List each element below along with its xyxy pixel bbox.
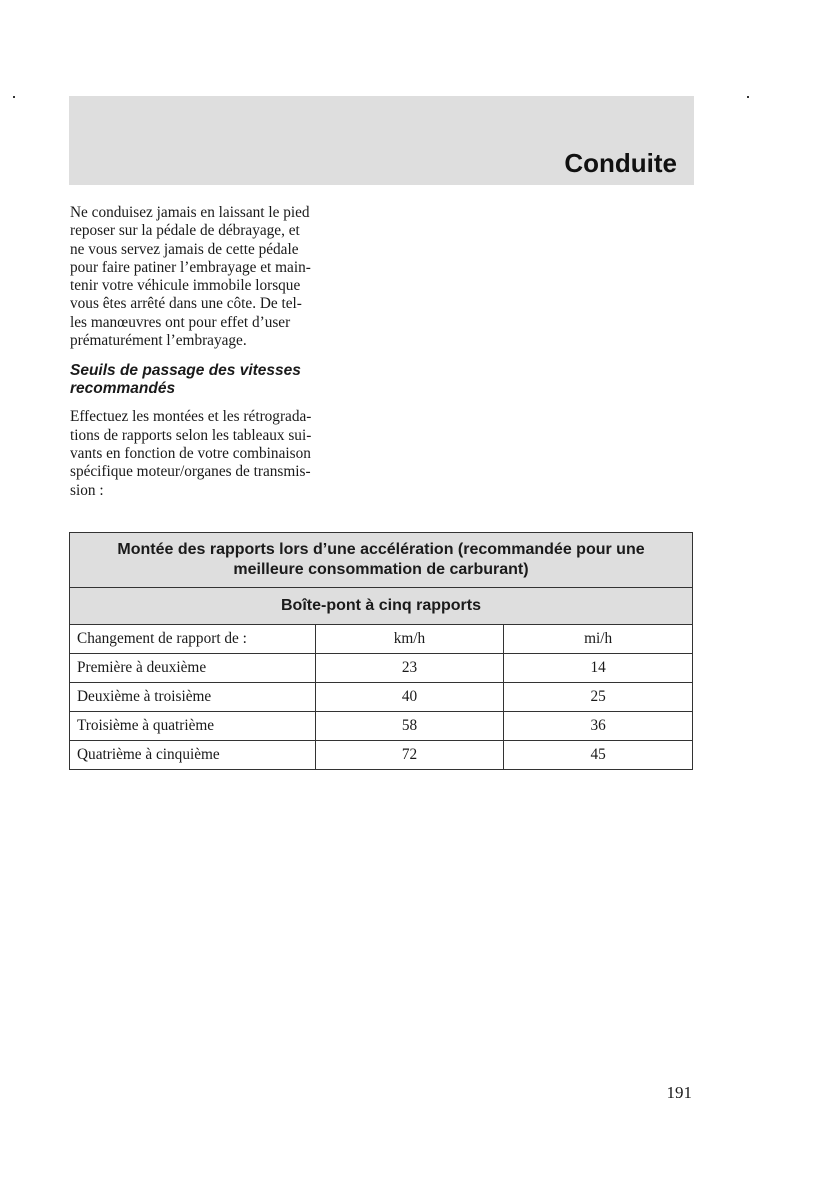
kmh-value: 58	[315, 712, 504, 741]
kmh-value: 23	[315, 654, 504, 683]
shift-label: Deuxième à troisième	[70, 683, 316, 712]
table-row	[70, 712, 693, 741]
column-header-shift: Changement de rapport de :	[70, 625, 316, 654]
table-row	[70, 741, 693, 770]
intro-paragraph: Ne conduisez jamais en laissant le pied reposer sur la pédale de débrayage, et ne vous servez jamais de cette pédale pour faire patiner l’embrayage et main- tenir votre véhicule immobile lorsque vous êtes arrêté dans une côte. De tel- les manœuvres ont pour effet d’user prématurément l’embrayage.	[70, 204, 311, 350]
table-row	[70, 654, 693, 683]
mph-value: 36	[504, 712, 693, 741]
column-header-mph: mi/h	[504, 625, 693, 654]
shift-label: Troisième à quatrième	[70, 712, 316, 741]
chapter-title: Conduite	[564, 148, 677, 178]
mph-value: 14	[504, 654, 693, 683]
chapter-header	[69, 96, 694, 185]
page-number: 191	[666, 1083, 692, 1102]
kmh-value: 40	[315, 683, 504, 712]
column-header-kmh: km/h	[315, 625, 504, 654]
gear-shift-table	[69, 532, 693, 770]
body-column	[70, 204, 370, 500]
shift-label: Première à deuxième	[70, 654, 316, 683]
kmh-value: 72	[315, 741, 504, 770]
mph-value: 45	[504, 741, 693, 770]
table-caption: Montée des rapports lors d’une accélération (recommandée pour une meilleure consommation de carburant)	[70, 533, 693, 588]
table-subcaption: Boîte-pont à cinq rapports	[70, 588, 693, 625]
mph-value: 25	[504, 683, 693, 712]
table-row	[70, 683, 693, 712]
crop-mark-left	[13, 96, 15, 98]
section-paragraph: Effectuez les montées et les rétrograda- tions de rapports selon les tableaux sui- vants en fonction de votre combinaison spécifique moteur/organes de transmis- sion :	[70, 408, 312, 499]
crop-mark-right	[747, 96, 749, 98]
section-heading: Seuils de passage des vitesses recommandés	[70, 362, 301, 398]
shift-label: Quatrième à cinquième	[70, 741, 316, 770]
table-header-row	[70, 625, 693, 654]
